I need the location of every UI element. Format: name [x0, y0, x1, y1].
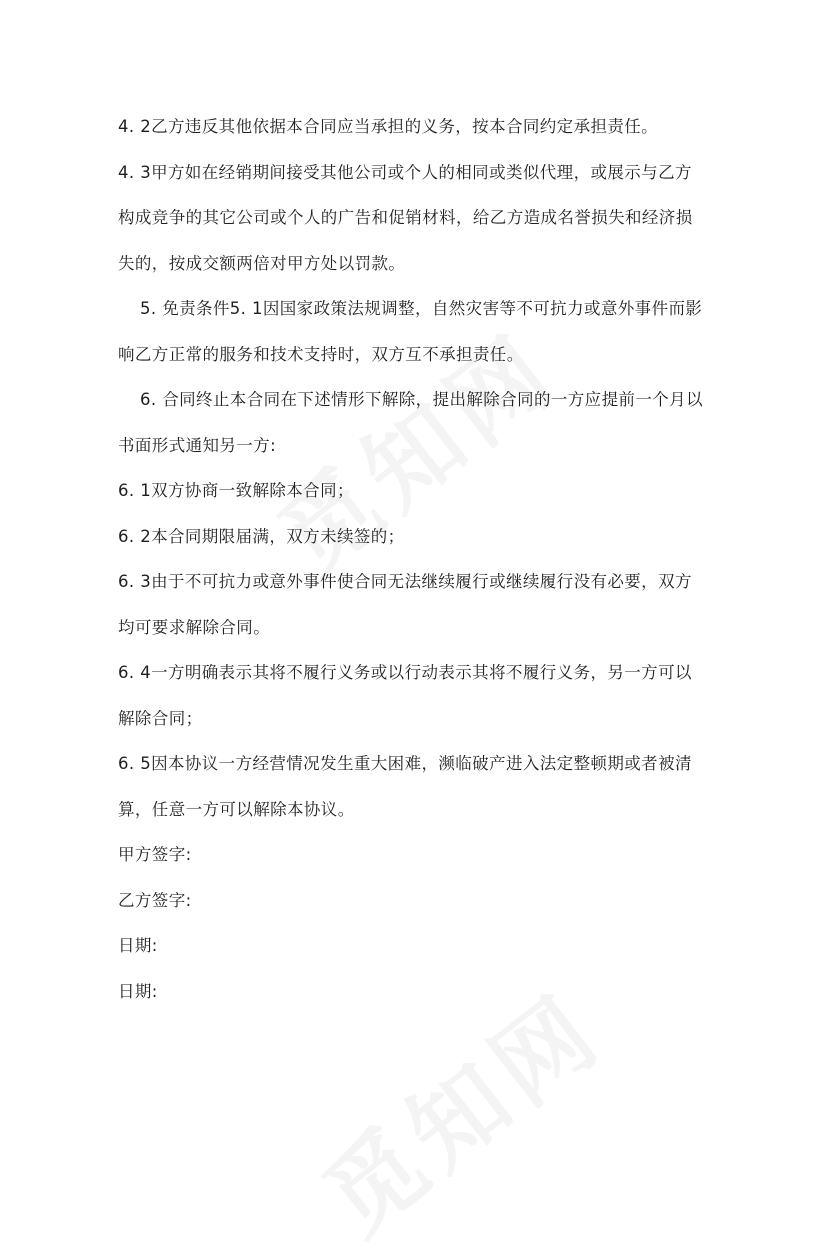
clause-4-3: 4. 3甲方如在经销期间接受其他公司或个人的相同或类似代理，或展示与乙方构成竞争的其它公司或个人的广告和促销材料，给乙方造成名誉损失和经济损失的，按成交额两倍对甲方处以罚款。: [118, 162, 693, 273]
date-b: 日期:: [118, 981, 158, 1001]
clause-4-2: 4. 2乙方违反其他依据本合同应当承担的义务，按本合同约定承担责任。: [118, 117, 659, 136]
party-a-signature: 甲方签字:: [118, 845, 192, 864]
contract-body: [118, 104, 708, 1014]
party-b-signature: 乙方签字:: [118, 890, 192, 910]
clause-6-5: 6. 5因本协议一方经营情况发生重大困难，濒临破产进入法定整顿期或者被清算，任意一方可以解除本协议。: [118, 754, 692, 819]
clause-6-2: 6. 2本合同期限届满，双方未续签的；: [118, 526, 405, 546]
clause-6-termination: 6. 合同终止本合同在下述情形下解除，提出解除合同的一方应提前一个月以书面形式通知另一方:: [118, 390, 703, 455]
clause-6-1: 6. 1双方协商一致解除本合同；: [118, 481, 354, 500]
clause-5-exemption: 5. 免责条件5. 1因国家政策法规调整，自然灾害等不可抗力或意外事件而影响乙方正常的服务和技术支持时，双方互不承担责任。: [118, 299, 703, 364]
date-a: 日期:: [118, 936, 158, 955]
clause-6-4: 6. 4一方明确表示其将不履行义务或以行动表示其将不履行义务，另一方可以解除合同；: [118, 663, 692, 728]
clause-6-3: 6. 3由于不可抗力或意外事件使合同无法继续履行或继续履行没有必要，双方均可要求解除合同。: [118, 572, 692, 637]
